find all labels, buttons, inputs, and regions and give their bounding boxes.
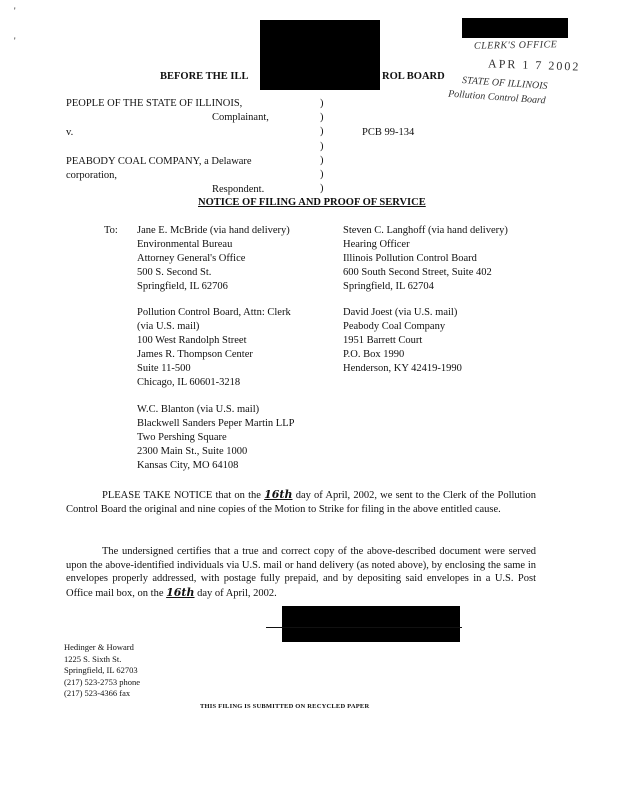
recipient-line: Attorney General's Office	[137, 253, 246, 264]
recipient-line: 100 West Randolph Street	[137, 335, 247, 346]
bracket: )	[320, 154, 324, 166]
firm-line: 1225 S. Sixth St.	[64, 653, 122, 664]
recipient-line: Environmental Bureau	[137, 239, 233, 250]
recipient-line: Jane E. McBride (via hand delivery)	[137, 225, 290, 236]
recipient-line: Illinois Pollution Control Board	[343, 253, 477, 264]
firm-block	[64, 642, 140, 700]
certification-text: day of April, 2002.	[197, 587, 277, 599]
bracket: )	[320, 140, 324, 152]
certification-text: The undersigned certifies that a true and correct copy of the above-described document were served upon the above-identified individuals via U.S. mail or hand delivery (as noted above), by enclosing the same in envelopes properly addressed, with postage fully prepaid, and by depositing said envelopes in a U.S. Post Office mail box, on the	[66, 546, 536, 599]
signature-line	[266, 627, 462, 628]
page-mark: '	[14, 36, 16, 46]
firm-line: Hedinger & Howard	[64, 642, 134, 652]
notice-text: PLEASE TAKE NOTICE that on the	[102, 490, 261, 501]
notice-paragraph	[66, 488, 536, 516]
stamp-state: STATE OF ILLINOIS	[461, 75, 548, 92]
redaction-box	[260, 20, 380, 90]
caption-defendant: PEABODY COAL COMPANY, a Delaware	[66, 156, 252, 167]
stamp-date: APR 1 7 2002	[487, 56, 581, 74]
redaction-box	[282, 606, 460, 642]
recipient-line: (via U.S. mail)	[137, 321, 200, 332]
document-title: NOTICE OF FILING AND PROOF OF SERVICE	[198, 197, 426, 208]
recipient-line: 1951 Barrett Court	[343, 335, 423, 346]
caption-case-number: PCB 99-134	[362, 127, 415, 138]
page-mark: '	[14, 6, 16, 16]
caption-versus: v.	[66, 127, 74, 138]
handwritten-day: 16th	[166, 585, 195, 599]
recipient-block	[137, 403, 294, 473]
certification-paragraph	[66, 545, 536, 600]
caption-brackets	[320, 97, 324, 196]
caption-plaintiff-role: Complainant,	[212, 112, 269, 123]
bracket: )	[320, 183, 324, 195]
recipient-line: Kansas City, MO 64108	[137, 460, 239, 471]
recycled-paper-footer: THIS FILING IS SUBMITTED ON RECYCLED PAPER	[200, 703, 370, 710]
recipient-line: Peabody Coal Company	[343, 321, 446, 332]
recipient-block	[343, 224, 508, 294]
recipient-line: Henderson, KY 42419-1990	[343, 363, 462, 374]
recipient-line: James R. Thompson Center	[137, 349, 253, 360]
handwritten-day: 16th	[264, 488, 293, 501]
to-label: To:	[104, 225, 118, 236]
caption-defendant-line2: corporation,	[66, 170, 118, 181]
recipient-block	[137, 224, 290, 294]
bracket: )	[320, 112, 324, 124]
recipient-line: Two Pershing Square	[137, 432, 227, 443]
recipient-line: Steven C. Langhoff (via hand delivery)	[343, 225, 508, 236]
stamp-office: CLERK'S OFFICE	[473, 39, 558, 52]
firm-line: Springfield, IL 62703	[64, 665, 138, 675]
recipient-line: P.O. Box 1990	[343, 349, 405, 360]
recipient-line: 2300 Main St., Suite 1000	[137, 446, 248, 457]
stamp-board: Pollution Control Board	[447, 88, 546, 107]
recipient-line: Chicago, IL 60601-3218	[137, 377, 241, 388]
recipient-line: Pollution Control Board, Attn: Clerk	[137, 307, 291, 318]
recipient-line: Springfield, IL 62706	[137, 281, 228, 292]
bracket: )	[320, 126, 324, 138]
recipient-line: Springfield, IL 62704	[343, 281, 434, 292]
recipient-block	[343, 306, 462, 376]
recipient-line: Hearing Officer	[343, 239, 410, 250]
recipient-line: W.C. Blanton (via U.S. mail)	[137, 404, 260, 415]
heading-left: BEFORE THE ILL	[160, 71, 249, 82]
caption-defendant-role: Respondent.	[212, 184, 265, 195]
recipient-line: 500 S. Second St.	[137, 267, 212, 278]
bracket: )	[320, 169, 324, 181]
recipient-line: 600 South Second Street, Suite 402	[343, 267, 492, 278]
heading-right: ROL BOARD	[382, 71, 445, 82]
bracket: )	[320, 98, 324, 109]
redaction-box	[462, 18, 568, 38]
recipient-block	[137, 306, 291, 390]
recipient-line: Suite 11-500	[137, 363, 191, 374]
recipient-line: David Joest (via U.S. mail)	[343, 307, 458, 318]
notice-text: day of April, 2002, we sent to the Clerk of the Pollution Control Board the original and nine copies of the Motion to Strike for filing in the above entitled cause.	[66, 490, 536, 515]
recipient-line: Blackwell Sanders Peper Martin LLP	[137, 418, 295, 429]
firm-line: (217) 523-2753 phone	[64, 676, 141, 687]
firm-line: (217) 523-4366 fax	[64, 688, 131, 698]
caption-plaintiff: PEOPLE OF THE STATE OF ILLINOIS,	[66, 98, 243, 109]
